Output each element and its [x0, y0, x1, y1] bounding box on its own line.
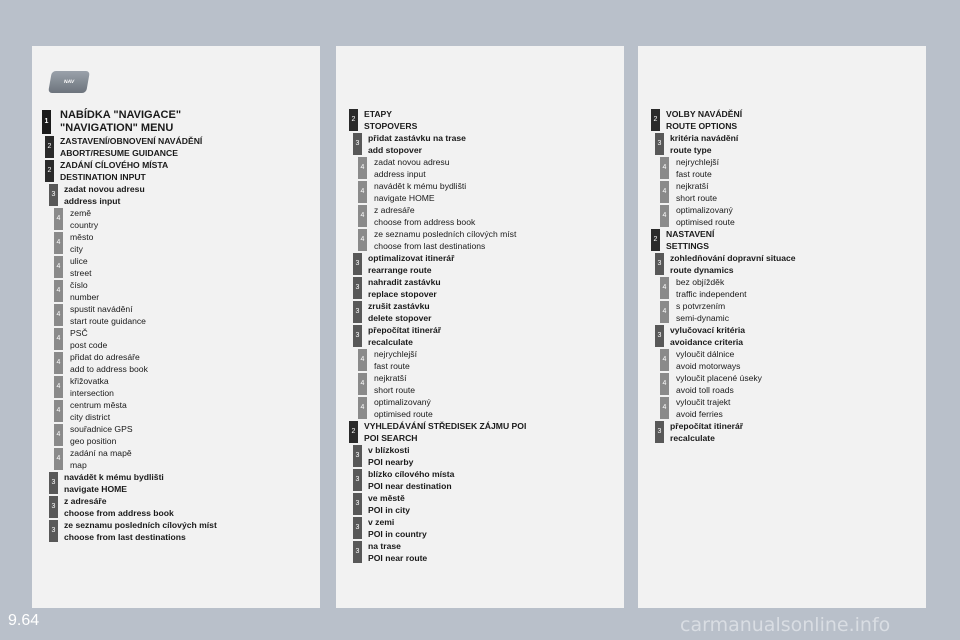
- entry-label-secondary: address input: [64, 196, 121, 206]
- page-number: 9.64: [8, 612, 40, 629]
- menu-entry-level-3: [336, 492, 624, 516]
- menu-entry-level-4: [32, 375, 320, 399]
- menu-entry-level-3: [336, 516, 624, 540]
- entry-label-secondary: avoid motorways: [676, 361, 741, 371]
- entry-label-secondary: POI near destination: [368, 481, 452, 491]
- level-badge: 3: [353, 325, 362, 347]
- level-badge: 4: [54, 424, 63, 446]
- entry-label-primary: navádět k mému bydlišti: [374, 181, 467, 191]
- level-badge: 4: [660, 301, 669, 323]
- menu-entry-level-3: [32, 495, 320, 519]
- entry-label-primary: přepočítat itinerář: [670, 421, 744, 431]
- menu-entry-level-2: [336, 420, 624, 444]
- entry-label-secondary: map: [70, 460, 87, 470]
- menu-entry-level-2: [32, 159, 320, 183]
- entry-label-primary: zrušit zastávku: [368, 301, 430, 311]
- menu-entry-level-3: [336, 468, 624, 492]
- entry-label-primary: PSČ: [70, 328, 88, 338]
- nav-button-icon: NAV: [48, 71, 90, 93]
- level-badge: 3: [353, 253, 362, 275]
- menu-entry-level-2: [32, 135, 320, 159]
- entry-label-secondary: delete stopover: [368, 313, 432, 323]
- menu-entry-level-3: [336, 252, 624, 276]
- entry-label-primary: země: [70, 208, 92, 218]
- level-badge: 3: [353, 517, 362, 539]
- entry-label-primary: blízko cílového místa: [368, 469, 455, 479]
- entry-label-primary: VYHLEDÁVÁNÍ STŘEDISEK ZÁJMU POI: [364, 421, 527, 431]
- entry-label-primary: navádět k mému bydlišti: [64, 472, 164, 482]
- menu-column-1: [32, 109, 320, 543]
- menu-entry-level-3: [336, 132, 624, 156]
- menu-entry-level-4: [32, 399, 320, 423]
- menu-entry-level-3: [638, 132, 926, 156]
- menu-entry-level-4: [32, 207, 320, 231]
- level-badge: 3: [353, 493, 362, 515]
- level-badge: 4: [54, 376, 63, 398]
- menu-column-3: [638, 108, 926, 444]
- entry-label-secondary: recalculate: [368, 337, 413, 347]
- level-badge: 4: [660, 157, 669, 179]
- level-badge: 3: [353, 301, 362, 323]
- entry-label-primary: ZADÁNÍ CÍLOVÉHO MÍSTA: [60, 160, 169, 170]
- panel-navigation-menu: [32, 46, 320, 608]
- entry-label-primary: bez objížděk: [676, 277, 725, 287]
- menu-entry-level-4: [638, 276, 926, 300]
- menu-entry-level-3: [336, 540, 624, 564]
- entry-label-secondary: city: [70, 244, 83, 254]
- entry-label-primary: ZASTAVENÍ/OBNOVENÍ NAVÁDĚNÍ: [60, 136, 203, 146]
- level-badge: 3: [655, 253, 664, 275]
- menu-column-2: [336, 108, 624, 564]
- entry-label-primary: nejrychlejší: [374, 349, 417, 359]
- entry-label-secondary: rearrange route: [368, 265, 432, 275]
- level-badge: 4: [660, 277, 669, 299]
- watermark: carmanualsonline.info: [680, 614, 891, 636]
- level-badge: 4: [54, 208, 63, 230]
- level-badge: 2: [349, 109, 358, 131]
- entry-label-secondary: "NAVIGATION" MENU: [60, 122, 174, 134]
- level-badge: 2: [45, 160, 54, 182]
- entry-label-secondary: POI in city: [368, 505, 411, 515]
- entry-label-secondary: add stopover: [368, 145, 422, 155]
- menu-entry-level-4: [638, 156, 926, 180]
- entry-label-primary: centrum města: [70, 400, 127, 410]
- entry-label-secondary: semi-dynamic: [676, 313, 730, 323]
- entry-label-secondary: city district: [70, 412, 111, 422]
- level-badge: 3: [655, 421, 664, 443]
- entry-label-secondary: traffic independent: [676, 289, 747, 299]
- level-badge: 4: [54, 232, 63, 254]
- menu-entry-level-4: [336, 348, 624, 372]
- entry-label-secondary: route type: [670, 145, 712, 155]
- level-badge: 1: [42, 110, 51, 134]
- menu-entry-level-3: [336, 300, 624, 324]
- level-badge: 4: [358, 397, 367, 419]
- menu-entry-level-3: [638, 420, 926, 444]
- level-badge: 4: [358, 181, 367, 203]
- entry-label-secondary: country: [70, 220, 99, 230]
- level-badge: 4: [54, 400, 63, 422]
- entry-label-secondary: address input: [374, 169, 426, 179]
- level-badge: 3: [49, 472, 58, 494]
- entry-label-secondary: ABORT/RESUME GUIDANCE: [60, 148, 178, 158]
- menu-entry-level-4: [638, 372, 926, 396]
- entry-label-primary: ze seznamu posledních cílových míst: [64, 520, 217, 530]
- menu-entry-level-4: [336, 204, 624, 228]
- level-badge: 4: [358, 205, 367, 227]
- entry-label-primary: nahradit zastávku: [368, 277, 441, 287]
- entry-label-secondary: fast route: [676, 169, 712, 179]
- level-badge: 2: [349, 421, 358, 443]
- menu-entry-level-4: [638, 300, 926, 324]
- entry-label-primary: spustit navádění: [70, 304, 133, 314]
- entry-label-primary: na trase: [368, 541, 401, 551]
- panel-stopovers-poi: [336, 46, 624, 608]
- entry-label-secondary: avoid toll roads: [676, 385, 734, 395]
- menu-entry-level-4: [32, 351, 320, 375]
- menu-entry-level-3: [32, 183, 320, 207]
- entry-label-secondary: route dynamics: [670, 265, 734, 275]
- entry-label-primary: křižovatka: [70, 376, 109, 386]
- entry-label-primary: číslo: [70, 280, 88, 290]
- level-badge: 3: [49, 520, 58, 542]
- entry-label-primary: nejrychlejší: [676, 157, 719, 167]
- entry-label-primary: přidat do adresáře: [70, 352, 140, 362]
- menu-entry-level-4: [638, 396, 926, 420]
- entry-label-secondary: post code: [70, 340, 108, 350]
- menu-entry-level-4: [32, 327, 320, 351]
- level-badge: 4: [54, 304, 63, 326]
- entry-label-secondary: POI near route: [368, 553, 428, 563]
- entry-label-primary: souřadnice GPS: [70, 424, 133, 434]
- entry-label-primary: ve městě: [368, 493, 405, 503]
- entry-label-primary: optimalizovat itinerář: [368, 253, 455, 263]
- level-badge: 3: [655, 133, 664, 155]
- entry-label-secondary: STOPOVERS: [364, 121, 418, 131]
- entry-label-primary: v blízkosti: [368, 445, 410, 455]
- entry-label-primary: VOLBY NAVÁDĚNÍ: [666, 109, 743, 119]
- level-badge: 4: [358, 373, 367, 395]
- menu-entry-level-4: [32, 255, 320, 279]
- level-badge: 4: [660, 349, 669, 371]
- menu-entry-level-3: [32, 519, 320, 543]
- level-badge: 4: [54, 352, 63, 374]
- entry-label-primary: NASTAVENÍ: [666, 229, 715, 239]
- level-badge: 4: [54, 280, 63, 302]
- entry-label-secondary: navigate HOME: [374, 193, 435, 203]
- menu-entry-level-4: [336, 156, 624, 180]
- menu-entry-level-2: [638, 108, 926, 132]
- entry-label-secondary: start route guidance: [70, 316, 146, 326]
- entry-label-secondary: add to address book: [70, 364, 148, 374]
- entry-label-primary: zadat novou adresu: [374, 157, 450, 167]
- menu-entry-level-4: [638, 348, 926, 372]
- level-badge: 2: [45, 136, 54, 158]
- menu-entry-level-2: [336, 108, 624, 132]
- entry-label-secondary: POI nearby: [368, 457, 414, 467]
- entry-label-primary: nejkratší: [374, 373, 407, 383]
- level-badge: 4: [660, 181, 669, 203]
- entry-label-secondary: short route: [676, 193, 718, 203]
- level-badge: 4: [358, 157, 367, 179]
- entry-label-secondary: choose from address book: [64, 508, 174, 518]
- entry-label-secondary: geo position: [70, 436, 117, 446]
- entry-label-secondary: ROUTE OPTIONS: [666, 121, 738, 131]
- menu-entry-level-3: [638, 324, 926, 348]
- entry-label-primary: vylučovací kritéria: [670, 325, 746, 335]
- level-badge: 3: [655, 325, 664, 347]
- menu-entry-level-3: [32, 471, 320, 495]
- menu-entry-level-4: [32, 279, 320, 303]
- menu-entry-level-4: [336, 180, 624, 204]
- level-badge: 3: [353, 541, 362, 563]
- entry-label-primary: vyloučit dálnice: [676, 349, 735, 359]
- level-badge: 3: [49, 184, 58, 206]
- entry-label-secondary: intersection: [70, 388, 114, 398]
- entry-label-primary: kritéria navádění: [670, 133, 739, 143]
- entry-label-secondary: street: [70, 268, 92, 278]
- level-badge: 2: [651, 229, 660, 251]
- menu-entry-level-4: [32, 423, 320, 447]
- level-badge: 4: [660, 397, 669, 419]
- menu-entry-level-4: [336, 228, 624, 252]
- entry-label-secondary: choose from last destinations: [374, 241, 486, 251]
- entry-label-primary: z adresáře: [374, 205, 415, 215]
- menu-entry-level-4: [32, 447, 320, 471]
- entry-label-primary: v zemi: [368, 517, 395, 527]
- entry-label-secondary: recalculate: [670, 433, 715, 443]
- entry-label-secondary: optimised route: [676, 217, 735, 227]
- entry-label-primary: NABÍDKA "NAVIGACE": [60, 109, 182, 121]
- entry-label-secondary: optimised route: [374, 409, 433, 419]
- level-badge: 3: [353, 445, 362, 467]
- entry-label-secondary: navigate HOME: [64, 484, 128, 494]
- menu-entry-level-3: [336, 444, 624, 468]
- entry-label-primary: přidat zastávku na trase: [368, 133, 466, 143]
- entry-label-secondary: DESTINATION INPUT: [60, 172, 146, 182]
- entry-label-secondary: choose from address book: [374, 217, 476, 227]
- entry-label-secondary: replace stopover: [368, 289, 437, 299]
- level-badge: 4: [660, 373, 669, 395]
- menu-entry-level-4: [336, 396, 624, 420]
- entry-label-secondary: number: [70, 292, 100, 302]
- entry-label-primary: město: [70, 232, 94, 242]
- menu-entry-level-4: [32, 231, 320, 255]
- entry-label-primary: s potvrzením: [676, 301, 726, 311]
- entry-label-primary: přepočítat itinerář: [368, 325, 442, 335]
- entry-label-primary: zadat novou adresu: [64, 184, 145, 194]
- entry-label-primary: zohledňování dopravní situace: [670, 253, 796, 263]
- menu-entry-level-4: [638, 204, 926, 228]
- entry-label-primary: z adresáře: [64, 496, 107, 506]
- entry-label-primary: nejkratší: [676, 181, 709, 191]
- menu-entry-level-4: [336, 372, 624, 396]
- entry-label-secondary: SETTINGS: [666, 241, 709, 251]
- menu-entry-level-4: [32, 303, 320, 327]
- level-badge: 4: [660, 205, 669, 227]
- level-badge: 3: [353, 469, 362, 491]
- entry-label-primary: optimalizovaný: [676, 205, 733, 215]
- level-badge: 4: [358, 349, 367, 371]
- menu-entry-level-3: [336, 324, 624, 348]
- entry-label-secondary: avoid ferries: [676, 409, 723, 419]
- entry-label-primary: optimalizovaný: [374, 397, 431, 407]
- entry-label-primary: zadání na mapě: [70, 448, 132, 458]
- level-badge: 2: [651, 109, 660, 131]
- entry-label-secondary: choose from last destinations: [64, 532, 186, 542]
- entry-label-primary: vyloučit placené úseky: [676, 373, 762, 383]
- level-badge: 3: [353, 277, 362, 299]
- panel-route-options: [638, 46, 926, 608]
- menu-entry-level-1: [32, 109, 320, 135]
- entry-label-secondary: avoidance criteria: [670, 337, 744, 347]
- entry-label-primary: ulice: [70, 256, 88, 266]
- level-badge: 4: [54, 328, 63, 350]
- menu-entry-level-4: [638, 180, 926, 204]
- level-badge: 4: [54, 448, 63, 470]
- entry-label-secondary: fast route: [374, 361, 410, 371]
- entry-label-secondary: POI SEARCH: [364, 433, 418, 443]
- menu-entry-level-3: [336, 276, 624, 300]
- entry-label-primary: ze seznamu posledních cílových míst: [374, 229, 517, 239]
- menu-entry-level-2: [638, 228, 926, 252]
- entry-label-secondary: short route: [374, 385, 416, 395]
- level-badge: 4: [54, 256, 63, 278]
- entry-label-primary: ETAPY: [364, 109, 393, 119]
- level-badge: 4: [358, 229, 367, 251]
- level-badge: 3: [353, 133, 362, 155]
- entry-label-secondary: POI in country: [368, 529, 427, 539]
- menu-entry-level-3: [638, 252, 926, 276]
- level-badge: 3: [49, 496, 58, 518]
- entry-label-primary: vyloučit trajekt: [676, 397, 731, 407]
